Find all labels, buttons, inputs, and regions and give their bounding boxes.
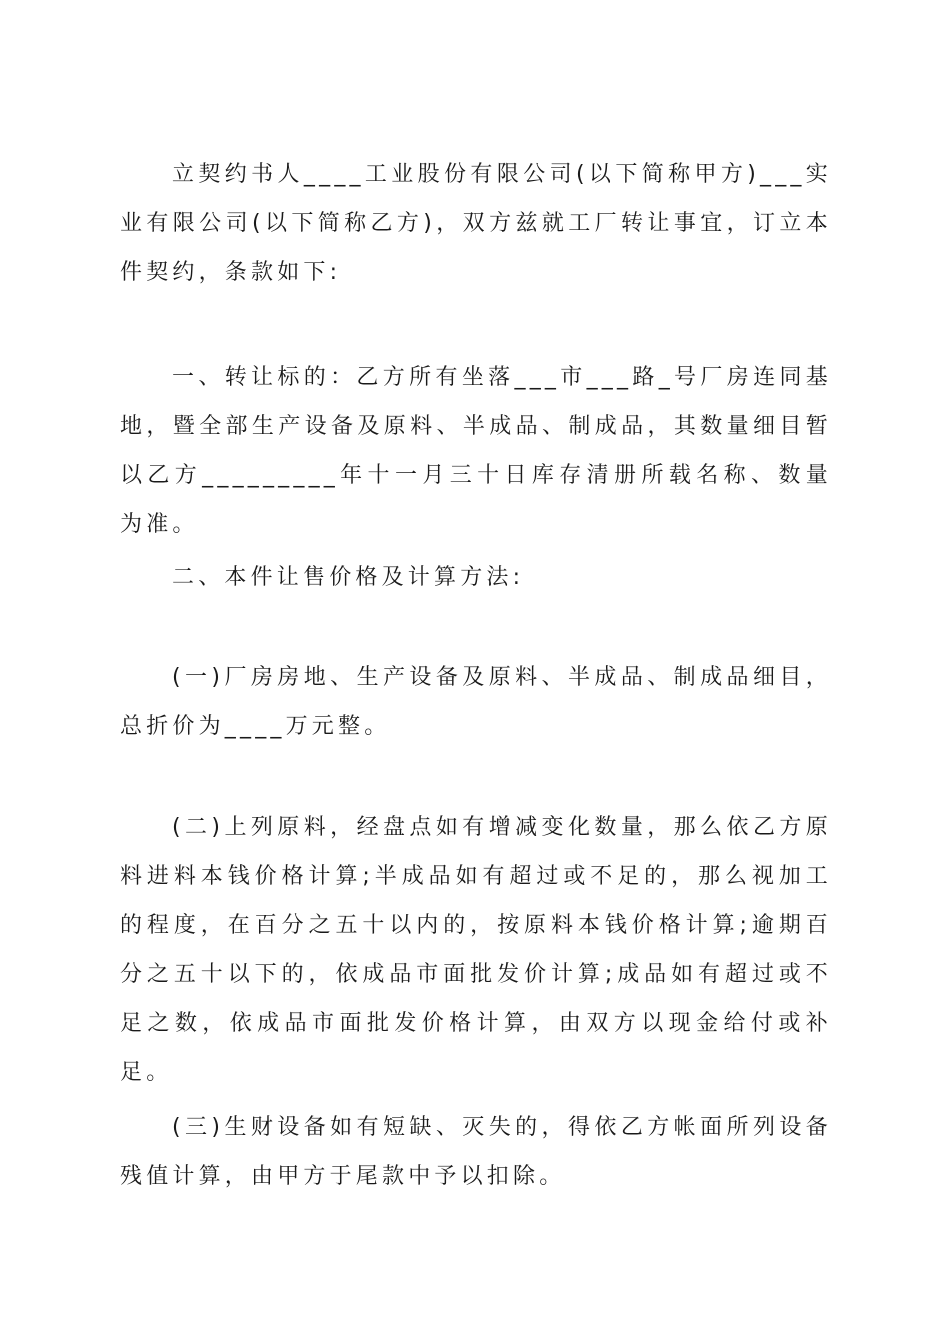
contract-intro-paragraph: 立契约书人____工业股份有限公司(以下简称甲方)___实业有限公司(以下简称乙方)，双方兹就工厂转让事宜，订立本件契约，条款如下: — [120, 162, 832, 285]
clause-2-item-3: (三)生财设备如有短缺、灭失的，得依乙方帐面所列设备残值计算，由甲方于尾款中予以扣除。 — [120, 1115, 832, 1189]
clause-2-item-2: (二)上列原料，经盘点如有增减变化数量，那么依乙方原料进料本钱价格计算;半成品如有超过或不足的，那么视加工的程度，在百分之五十以内的，按原料本钱价格计算;逾期百分之五十以下的，依成品市面批发价计算;成品如有超过或不足之数，依成品市面批发价格计算，由双方以现金给付或补足。 — [120, 815, 832, 1085]
clause-1-transfer-subject: 一、转让标的：乙方所有坐落___市___路_号厂房连同基地，暨全部生产设备及原料、半成品、制成品，其数量细目暂以乙方_________年十一月三十日库存清册所载名称、数量为准。 — [120, 365, 832, 537]
clause-2-item-1: (一)厂房房地、生产设备及原料、半成品、制成品细目，总折价为____万元整。 — [120, 665, 832, 739]
clause-2-heading: 二、本件让售价格及计算方法: — [172, 565, 525, 590]
